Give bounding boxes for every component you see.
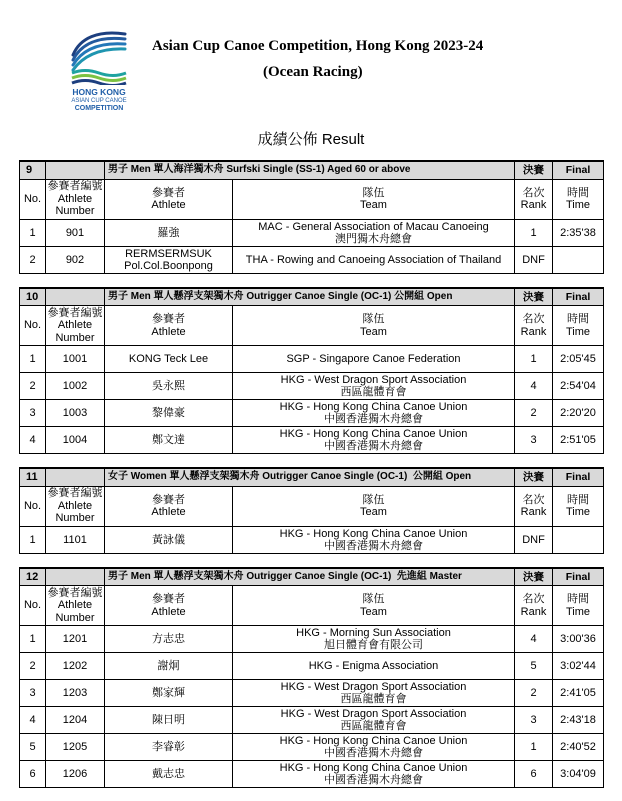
- result-row: [20, 653, 604, 680]
- col-label-en: Team: [360, 605, 387, 618]
- event-header-blank: [46, 161, 105, 179]
- team-name-en: HKG - Hong Kong China Canoe Union: [279, 735, 468, 747]
- result-team: [233, 526, 515, 553]
- col-label-en: Athlete: [151, 325, 186, 338]
- result-time: [553, 526, 604, 553]
- result-row: [20, 626, 604, 653]
- col-header-rank: [515, 586, 553, 626]
- result-athlete-number: 1001: [46, 346, 105, 373]
- col-label-zh: 參賽者編號: [47, 586, 103, 599]
- col-header-no: No.: [20, 586, 46, 626]
- result-athlete: 黃詠儀: [105, 526, 233, 553]
- result-athlete: 李睿彰: [105, 734, 233, 761]
- result-team: [233, 246, 515, 273]
- result-athlete-number: 1002: [46, 373, 105, 400]
- col-label-en: Athlete Number: [55, 319, 95, 344]
- result-no: 1: [20, 526, 46, 553]
- result-team: [233, 219, 515, 246]
- col-header-team: [233, 586, 515, 626]
- team-name-zh: 澳門獨木舟總會: [335, 232, 412, 245]
- document-subtitle: (Ocean Racing): [263, 64, 363, 80]
- col-header-athlete: [105, 306, 233, 346]
- col-label-en: Rank: [520, 605, 547, 618]
- col-label-en: Team: [360, 199, 387, 211]
- col-label-zh: 名次: [522, 593, 545, 605]
- result-no: 5: [20, 734, 46, 761]
- result-team: [233, 626, 515, 653]
- col-label-en: Athlete Number: [55, 499, 95, 525]
- result-team: [233, 653, 515, 680]
- result-row: [20, 734, 604, 761]
- team-name-en: HKG - West Dragon Sport Association: [280, 374, 467, 386]
- col-label-zh: 隊伍: [362, 313, 385, 325]
- col-header-athlete-number: [46, 586, 105, 626]
- result-row: [20, 427, 604, 454]
- col-label-zh: 名次: [522, 186, 545, 199]
- result-athlete: 戴志忠: [105, 761, 233, 788]
- canoe-waves-logo-icon: [70, 27, 128, 85]
- event-table-10: [19, 287, 604, 455]
- section-title: 成績公佈 Result: [257, 131, 365, 148]
- result-rank: 1: [515, 219, 553, 246]
- col-label-en: Athlete: [151, 506, 186, 518]
- col-label-zh: 時間: [567, 313, 589, 325]
- col-label-zh: 時間: [567, 493, 590, 506]
- result-athlete: 吳永熙: [105, 373, 233, 400]
- result-athlete: [105, 246, 233, 273]
- col-header-athlete-number: [46, 306, 105, 346]
- col-label-zh: 參賽者: [152, 313, 185, 325]
- result-no: 4: [20, 427, 46, 454]
- result-no: 2: [20, 653, 46, 680]
- result-time: 2:41'05: [553, 680, 604, 707]
- result-row: [20, 707, 604, 734]
- result-athlete: 鄭文達: [105, 427, 233, 454]
- event-stage-zh: 決賽: [515, 288, 553, 306]
- col-header-team: [233, 486, 515, 526]
- event-title: 男子 Men 單人海洋獨木舟 Surfski Single (SS-1) Aged 60 or above: [105, 161, 515, 179]
- col-label-en: Time: [565, 506, 591, 518]
- event-number: 9: [20, 161, 46, 179]
- event-stage-zh: 決賽: [515, 161, 553, 179]
- result-row: [20, 526, 604, 553]
- result-row: [20, 761, 604, 788]
- event-table-12: [19, 567, 604, 789]
- result-time: 2:43'18: [553, 707, 604, 734]
- event-number: 12: [20, 568, 46, 586]
- col-label-zh: 時間: [567, 186, 589, 199]
- event-header-row: [20, 568, 604, 586]
- event-header-row: [20, 161, 604, 179]
- event-header-blank: [46, 568, 105, 586]
- result-time: [553, 246, 604, 273]
- result-time: 2:51'05: [553, 427, 604, 454]
- result-time: 3:04'09: [553, 761, 604, 788]
- result-athlete-number: 1202: [46, 653, 105, 680]
- col-header-time: [553, 179, 604, 219]
- result-no: 2: [20, 373, 46, 400]
- team-name-en: HKG - Hong Kong China Canoe Union: [279, 762, 468, 774]
- result-no: 1: [20, 219, 46, 246]
- team-name-en: HKG - Hong Kong China Canoe Union: [279, 428, 468, 440]
- col-label-en: Time: [565, 605, 591, 618]
- col-header-athlete: [105, 486, 233, 526]
- logo-text-hong-kong: HONG KONG: [72, 87, 126, 97]
- result-rank: DNF: [515, 526, 553, 553]
- col-label-zh: 參賽者編號: [47, 487, 103, 500]
- result-team: [233, 680, 515, 707]
- event-table-11: [19, 467, 604, 554]
- col-label-zh: 參賽者: [152, 186, 185, 199]
- col-label-zh: 參賽者編號: [47, 180, 103, 193]
- column-header-row: [20, 179, 604, 219]
- result-athlete: 羅強: [105, 219, 233, 246]
- result-no: 4: [20, 707, 46, 734]
- col-label-en: Team: [360, 325, 387, 338]
- col-header-time: [553, 586, 604, 626]
- result-time: 3:02'44: [553, 653, 604, 680]
- result-athlete-number: 1101: [46, 526, 105, 553]
- result-row: [20, 219, 604, 246]
- team-name-en: HKG - West Dragon Sport Association: [280, 708, 467, 720]
- col-header-rank: [515, 179, 553, 219]
- column-header-row: [20, 306, 604, 346]
- document-title: Asian Cup Canoe Competition, Hong Kong 2023-24: [152, 38, 484, 54]
- result-athlete-number: 1203: [46, 680, 105, 707]
- col-label-en: Time: [565, 325, 591, 338]
- event-title: 女子 Women 單人懸浮支架獨木舟 Outrigger Canoe Single (OC-1) 公開組 Open: [105, 468, 515, 486]
- team-name-zh: 中國香港獨木舟總會: [324, 440, 423, 452]
- event-stage-en: Final: [553, 568, 604, 586]
- result-no: 2: [20, 246, 46, 273]
- result-athlete-number: 1206: [46, 761, 105, 788]
- result-time: 3:00'36: [553, 626, 604, 653]
- col-label-zh: 參賽者: [152, 493, 185, 506]
- team-name-en: HKG - Morning Sun Association: [296, 627, 451, 639]
- col-label-zh: 名次: [522, 493, 545, 506]
- event-stage-zh: 決賽: [515, 468, 553, 486]
- result-athlete-number: 902: [46, 246, 105, 273]
- result-rank: 2: [515, 400, 553, 427]
- athlete-name-line2: Pol.Col.Boonpong: [124, 259, 213, 272]
- team-name-zh: 中國香港獨木舟總會: [324, 774, 423, 786]
- col-header-team: [233, 306, 515, 346]
- team-name-en: MAC - General Association of Macau Canoeing: [258, 220, 489, 233]
- team-name-zh: 西區龍體育會: [340, 693, 407, 705]
- result-athlete-number: 1004: [46, 427, 105, 454]
- result-team: [233, 373, 515, 400]
- col-header-no: No.: [20, 486, 46, 526]
- result-team: [233, 400, 515, 427]
- result-team: [233, 427, 515, 454]
- result-athlete-number: 1204: [46, 707, 105, 734]
- result-time: 2:35'38: [553, 219, 604, 246]
- col-label-en: Rank: [520, 199, 547, 211]
- col-label-zh: 參賽者: [152, 593, 185, 605]
- result-athlete: 方志忠: [105, 626, 233, 653]
- event-table-9: [19, 160, 604, 274]
- result-row: [20, 400, 604, 427]
- team-name-zh: 中國香港獨木舟總會: [324, 413, 423, 425]
- result-no: 1: [20, 346, 46, 373]
- event-stage-en: Final: [553, 288, 604, 306]
- result-no: 1: [20, 626, 46, 653]
- result-athlete-number: 1003: [46, 400, 105, 427]
- event-stage-zh: 決賽: [515, 568, 553, 586]
- col-label-en: Time: [565, 199, 591, 211]
- event-title: 男子 Men 單人懸浮支架獨木舟 Outrigger Canoe Single (OC-1) 先進組 Master: [105, 568, 515, 586]
- col-label-en: Athlete Number: [55, 192, 95, 218]
- col-header-team: [233, 179, 515, 219]
- event-header-blank: [46, 468, 105, 486]
- result-team: [233, 761, 515, 788]
- team-name-en: HKG - West Dragon Sport Association: [280, 681, 467, 693]
- result-athlete: 鄭家輝: [105, 680, 233, 707]
- col-label-en: Athlete: [151, 199, 186, 211]
- column-header-row: [20, 486, 604, 526]
- col-header-no: No.: [20, 306, 46, 346]
- event-title: 男子 Men 單人懸浮支架獨木舟 Outrigger Canoe Single (OC-1) 公開組 Open: [105, 288, 515, 306]
- col-label-zh: 隊伍: [362, 493, 385, 506]
- athlete-name-line1: RERMSERMSUK: [125, 247, 212, 260]
- event-header-row: [20, 468, 604, 486]
- result-athlete-number: 1201: [46, 626, 105, 653]
- result-athlete: 謝炯: [105, 653, 233, 680]
- team-name-zh: 西區龍體育會: [340, 386, 407, 398]
- result-athlete: 黎偉豪: [105, 400, 233, 427]
- col-label-en: Athlete Number: [55, 599, 95, 624]
- team-name-en: SGP - Singapore Canoe Federation: [286, 353, 461, 365]
- col-label-zh: 隊伍: [362, 186, 385, 199]
- result-rank: DNF: [515, 246, 553, 273]
- result-rank: 1: [515, 346, 553, 373]
- result-no: 3: [20, 400, 46, 427]
- col-label-zh: 隊伍: [362, 593, 385, 605]
- results-tables: [19, 160, 603, 801]
- col-header-time: [553, 486, 604, 526]
- result-rank: 3: [515, 427, 553, 454]
- result-rank: 2: [515, 680, 553, 707]
- col-header-time: [553, 306, 604, 346]
- col-label-en: Athlete: [151, 605, 186, 618]
- event-number: 11: [20, 468, 46, 486]
- result-row: [20, 246, 604, 273]
- col-label-zh: 參賽者編號: [47, 306, 103, 319]
- col-header-athlete: [105, 179, 233, 219]
- event-number: 10: [20, 288, 46, 306]
- result-time: 2:40'52: [553, 734, 604, 761]
- event-header-row: [20, 288, 604, 306]
- result-athlete: 陳日明: [105, 707, 233, 734]
- col-header-athlete-number: [46, 486, 105, 526]
- result-time: 2:54'04: [553, 373, 604, 400]
- column-header-row: [20, 586, 604, 626]
- col-label-zh: 時間: [567, 593, 590, 605]
- result-rank: 4: [515, 626, 553, 653]
- event-header-blank: [46, 288, 105, 306]
- logo-text-competition: COMPETITION: [74, 104, 124, 112]
- col-label-en: Team: [360, 506, 387, 518]
- team-name-zh: 旭日體育會有限公司: [324, 639, 423, 651]
- team-name-zh: 中國香港獨木舟總會: [324, 539, 423, 552]
- result-row: [20, 346, 604, 373]
- result-time: 2:20'20: [553, 400, 604, 427]
- result-time: 2:05'45: [553, 346, 604, 373]
- result-rank: 6: [515, 761, 553, 788]
- col-label-zh: 名次: [522, 313, 545, 325]
- col-header-athlete: [105, 586, 233, 626]
- col-header-athlete-number: [46, 179, 105, 219]
- col-header-rank: [515, 486, 553, 526]
- result-rank: 4: [515, 373, 553, 400]
- result-team: [233, 707, 515, 734]
- result-athlete-number: 1205: [46, 734, 105, 761]
- logo-text-asian-cup-canoe: ASIAN CUP CANOE: [71, 97, 127, 104]
- team-name-zh: 中國香港獨木舟總會: [324, 747, 423, 759]
- team-name-zh: 西區龍體育會: [340, 720, 407, 732]
- col-header-no: No.: [20, 179, 46, 219]
- competition-logo: [68, 27, 130, 113]
- col-label-en: Rank: [520, 325, 547, 338]
- col-label-en: Rank: [520, 506, 547, 518]
- team-name-en: HKG - Hong Kong China Canoe Union: [279, 401, 468, 413]
- col-header-rank: [515, 306, 553, 346]
- result-rank: 5: [515, 653, 553, 680]
- result-no: 6: [20, 761, 46, 788]
- result-athlete-number: 901: [46, 219, 105, 246]
- event-stage-en: Final: [553, 161, 604, 179]
- team-name-en: THA - Rowing and Canoeing Association of Thailand: [245, 253, 502, 266]
- result-rank: 3: [515, 707, 553, 734]
- team-name-en: HKG - Enigma Association: [308, 660, 439, 672]
- result-team: [233, 734, 515, 761]
- result-row: [20, 373, 604, 400]
- result-no: 3: [20, 680, 46, 707]
- result-athlete: KONG Teck Lee: [105, 346, 233, 373]
- team-name-en: HKG - Hong Kong China Canoe Union: [279, 527, 468, 540]
- result-team: [233, 346, 515, 373]
- event-stage-en: Final: [553, 468, 604, 486]
- result-row: [20, 680, 604, 707]
- result-rank: 1: [515, 734, 553, 761]
